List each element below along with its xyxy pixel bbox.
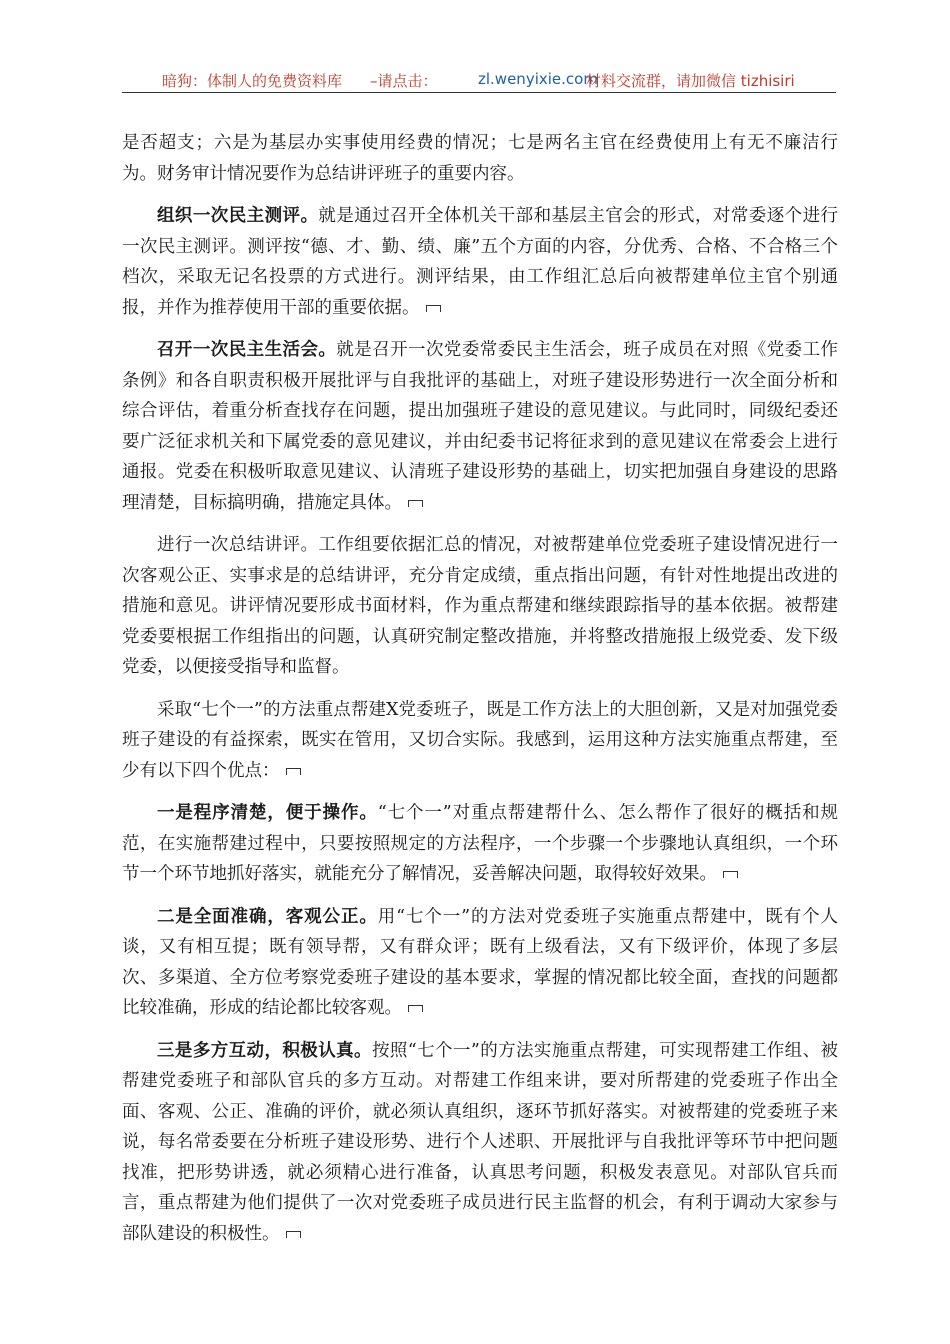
return-mark-icon — [426, 305, 441, 312]
return-mark-icon — [723, 871, 738, 878]
site-title: 暗狗：体制人的免费资料库 — [162, 72, 343, 90]
paragraph-text: 按照“七个一”的方法实施重点帮建，可实现帮建工作组、被帮建党委班子和部队官兵的多方互动。对帮建工作组来讲，要对所帮建的党委班子作出全面、客观、公正、准确的评价，就必须认真组织，逐环节抓好落实。对被帮建的党委班子来说，每名常委要在分析班子建设形势、进行个人述职、开展批评与自我批评等环节中把问题找准，把形势讲透，就必须精心进行准备，认真思考问题，积极发表意见。对部队官兵而言，重点帮建为他们提供了一次对党委班子成员进行民主监督的机会，有利于调动大家参与部队建设的积极性。 — [122, 1040, 838, 1244]
paragraph-text: 就是召开一次党委常委民主生活会，班子成员在对照《党委工作条例》和各自职责积极开展批评与自我批评的基础上，对班子建设形势进行一次全面分析和综合评估，着重分析查找存在问题，提出加强班子建设的意见建议。与此同时，同级纪委还要广泛征求机关和下属党委的意见建议，并由纪委书记将征求到的意见建议在常委会上进行通报。党委在积极听取意见建议、认清班子建设形势的基础上，切实把加强自身建设的思路理清楚，目标搞明确，措施定具体。 — [122, 340, 839, 513]
paragraph-2 — [122, 201, 838, 323]
paragraph-8 — [122, 1036, 838, 1250]
paragraph-6 — [122, 798, 838, 890]
return-mark-icon — [286, 768, 301, 775]
paragraph-3 — [122, 335, 838, 518]
page-header — [122, 66, 836, 93]
paragraph-heading: 二是全面准确，客观公正。 — [157, 906, 378, 927]
paragraph-heading: 召开一次民主生活会。 — [157, 340, 337, 360]
paragraph-text: 用“七个一”的方法对党委班子实施重点帮建中，既有个人谈，又有相互提；既有领导帮，又有群众评；既有上级看法，又有下级评价，体现了多层次、多渠道、全方位考察党委班子建设的基本要求，掌握的情况都比较全面，查找的问题都比较准确，形成的结论都比较客观。 — [122, 906, 838, 1018]
paragraph-text: 是否超支；六是为基层办实事使用经费的情况；七是两名主官在经费使用上有无不廉洁行为。财务审计情况要作为总结讲评班子的重要内容。 — [122, 133, 838, 184]
paragraph-4 — [122, 530, 838, 683]
paragraph-text: “七个一”对重点帮建帮什么、怎么帮作了很好的概括和规范，在实施帮建过程中，只要按照规定的方法程序，一个步骤一个步骤地认真组织，一个环节一个环节地抓好落实，就能充分了解情况，妥善解决问题，取得较好效果。 — [122, 803, 838, 884]
paragraph-7 — [122, 902, 838, 1024]
document-body — [122, 128, 838, 1261]
paragraph-heading: 三是多方互动，积极认真。 — [157, 1040, 372, 1061]
paragraph-1 — [122, 128, 838, 189]
paragraph-text: 进行一次总结讲评。工作组要依据汇总的情况，对被帮建单位党委班子建设情况进行一次客观公正、实事求是的总结讲评，充分肯定成绩，重点指出问题，有针对性地提出改进的措施和意见。讲评情况要形成书面材料，作为重点帮建和继续跟踪指导的基本依据。被帮建党委要根据工作组指出的问题，认真研究制定整改措施，并将整改措施报上级党委、发下级党委，以便接受指导和监督。 — [122, 535, 838, 677]
site-link[interactable]: zl.wenyixie.com — [478, 70, 598, 88]
return-mark-icon — [286, 1231, 301, 1238]
paragraph-heading: 一是程序清楚，便于操作。 — [157, 803, 378, 823]
return-mark-icon — [408, 500, 423, 507]
click-prompt: –请点击： — [370, 72, 438, 90]
paragraph-heading: 组织一次民主测评。 — [157, 206, 319, 226]
paragraph-text: 采取“七个一”的方法重点帮建X党委班子，既是工作方法上的大胆创新，又是对加强党委班子建设的有益探索，既实在管用，又切合实际。我感到，运用这种方法实施重点帮建，至少有以下四个优点： — [122, 699, 838, 781]
wechat-group-text: 材料交流群，请加微信 tizhisiri — [586, 72, 795, 90]
return-mark-icon — [408, 1005, 423, 1012]
paragraph-text: 就是通过召开全体机关干部和基层主官会的形式，对常委逐个进行一次民主测评。测评按“德、才、勤、绩、廉”五个方面的内容，分优秀、合格、不合格三个档次，采取无记名投票的方式进行。测评结果，由工作组汇总后向被帮建单位主官个别通报，并作为推荐使用干部的重要依据。 — [122, 206, 839, 318]
paragraph-5 — [122, 695, 838, 787]
